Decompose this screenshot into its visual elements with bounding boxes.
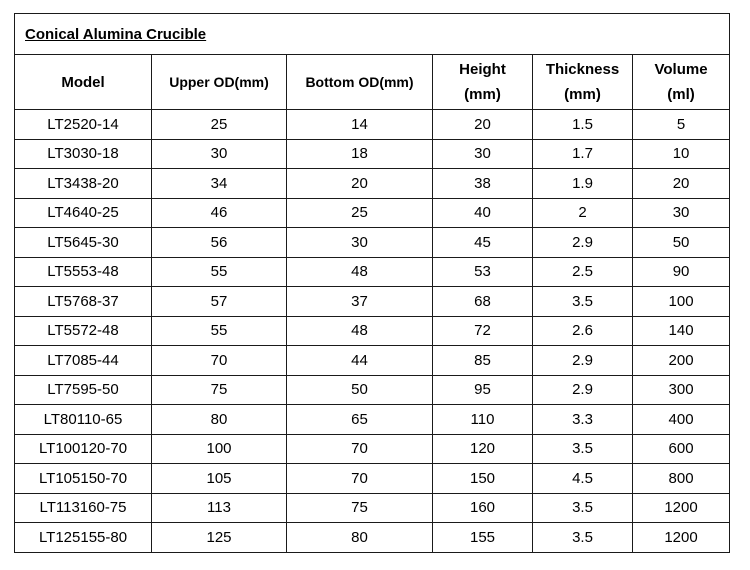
cell-bottom-od: 70 [287,464,433,494]
cell-model: LT5572-48 [15,316,152,346]
cell-volume: 1200 [633,493,730,523]
cell-model: LT113160-75 [15,493,152,523]
cell-volume: 300 [633,375,730,405]
cell-bottom-od: 14 [287,110,433,140]
cell-thickness: 2.9 [533,375,633,405]
table-body [15,110,730,553]
cell-upper-od: 57 [152,287,287,317]
cell-model: LT7595-50 [15,375,152,405]
cell-model: LT80110-65 [15,405,152,435]
cell-thickness: 1.5 [533,110,633,140]
table-row [15,316,730,346]
header-bottom-od: Bottom OD(mm) [287,55,433,110]
cell-height: 160 [433,493,533,523]
cell-upper-od: 75 [152,375,287,405]
table-row [15,257,730,287]
header-height-unit: (mm) [464,86,501,103]
header-height-label: Height [459,61,506,78]
cell-model: LT100120-70 [15,434,152,464]
header-model: Model [15,55,152,110]
cell-volume: 30 [633,198,730,228]
cell-bottom-od: 50 [287,375,433,405]
cell-model: LT3030-18 [15,139,152,169]
header-volume-unit: (ml) [667,86,695,103]
cell-upper-od: 46 [152,198,287,228]
cell-model: LT4640-25 [15,198,152,228]
cell-thickness: 2.9 [533,346,633,376]
table-row [15,405,730,435]
cell-height: 150 [433,464,533,494]
cell-bottom-od: 20 [287,169,433,199]
table-row [15,346,730,376]
cell-bottom-od: 30 [287,228,433,258]
table-row [15,434,730,464]
table-row [15,198,730,228]
cell-bottom-od: 70 [287,434,433,464]
table-row [15,523,730,553]
cell-thickness: 1.9 [533,169,633,199]
cell-bottom-od: 44 [287,346,433,376]
cell-volume: 400 [633,405,730,435]
cell-thickness: 3.5 [533,434,633,464]
header-height [433,55,533,110]
table-row [15,287,730,317]
cell-bottom-od: 48 [287,257,433,287]
cell-bottom-od: 80 [287,523,433,553]
table-row [15,169,730,199]
header-row [15,55,730,110]
cell-volume: 90 [633,257,730,287]
title-row [15,14,730,55]
cell-bottom-od: 65 [287,405,433,435]
cell-height: 53 [433,257,533,287]
cell-bottom-od: 75 [287,493,433,523]
cell-volume: 10 [633,139,730,169]
cell-thickness: 3.5 [533,493,633,523]
cell-volume: 200 [633,346,730,376]
cell-model: LT3438-20 [15,169,152,199]
cell-thickness: 2 [533,198,633,228]
cell-height: 38 [433,169,533,199]
cell-upper-od: 100 [152,434,287,464]
cell-thickness: 2.9 [533,228,633,258]
cell-height: 20 [433,110,533,140]
cell-upper-od: 25 [152,110,287,140]
cell-upper-od: 30 [152,139,287,169]
cell-bottom-od: 25 [287,198,433,228]
header-thickness-unit: (mm) [564,86,601,103]
cell-volume: 800 [633,464,730,494]
cell-upper-od: 113 [152,493,287,523]
cell-thickness: 3.3 [533,405,633,435]
cell-thickness: 1.7 [533,139,633,169]
cell-volume: 600 [633,434,730,464]
cell-height: 40 [433,198,533,228]
cell-height: 72 [433,316,533,346]
cell-model: LT5645-30 [15,228,152,258]
cell-upper-od: 70 [152,346,287,376]
table-title-cell [15,14,730,55]
table-title: Conical Alumina Crucible [25,25,207,43]
table-row [15,139,730,169]
cell-volume: 100 [633,287,730,317]
table-row [15,493,730,523]
cell-model: LT125155-80 [15,523,152,553]
cell-height: 120 [433,434,533,464]
cell-upper-od: 80 [152,405,287,435]
cell-height: 95 [433,375,533,405]
cell-height: 45 [433,228,533,258]
spec-table [14,13,730,553]
cell-model: LT7085-44 [15,346,152,376]
cell-upper-od: 55 [152,316,287,346]
cell-upper-od: 125 [152,523,287,553]
cell-model: LT2520-14 [15,110,152,140]
cell-height: 30 [433,139,533,169]
header-upper-od: Upper OD(mm) [152,55,287,110]
cell-volume: 20 [633,169,730,199]
cell-thickness: 2.6 [533,316,633,346]
cell-upper-od: 105 [152,464,287,494]
cell-bottom-od: 48 [287,316,433,346]
cell-model: LT105150-70 [15,464,152,494]
cell-height: 68 [433,287,533,317]
cell-thickness: 4.5 [533,464,633,494]
cell-volume: 1200 [633,523,730,553]
table-row [15,375,730,405]
cell-upper-od: 56 [152,228,287,258]
cell-upper-od: 55 [152,257,287,287]
cell-bottom-od: 37 [287,287,433,317]
cell-volume: 140 [633,316,730,346]
cell-thickness: 3.5 [533,523,633,553]
table-row [15,464,730,494]
cell-volume: 5 [633,110,730,140]
cell-height: 110 [433,405,533,435]
cell-thickness: 3.5 [533,287,633,317]
header-thickness-label: Thickness [545,61,620,78]
table-row [15,228,730,258]
cell-height: 85 [433,346,533,376]
header-volume [633,55,730,110]
cell-volume: 50 [633,228,730,258]
header-volume-label: Volume [654,61,708,78]
cell-model: LT5553-48 [15,257,152,287]
cell-upper-od: 34 [152,169,287,199]
cell-bottom-od: 18 [287,139,433,169]
cell-model: LT5768-37 [15,287,152,317]
table-row [15,110,730,140]
header-thickness [533,55,633,110]
cell-thickness: 2.5 [533,257,633,287]
cell-height: 155 [433,523,533,553]
